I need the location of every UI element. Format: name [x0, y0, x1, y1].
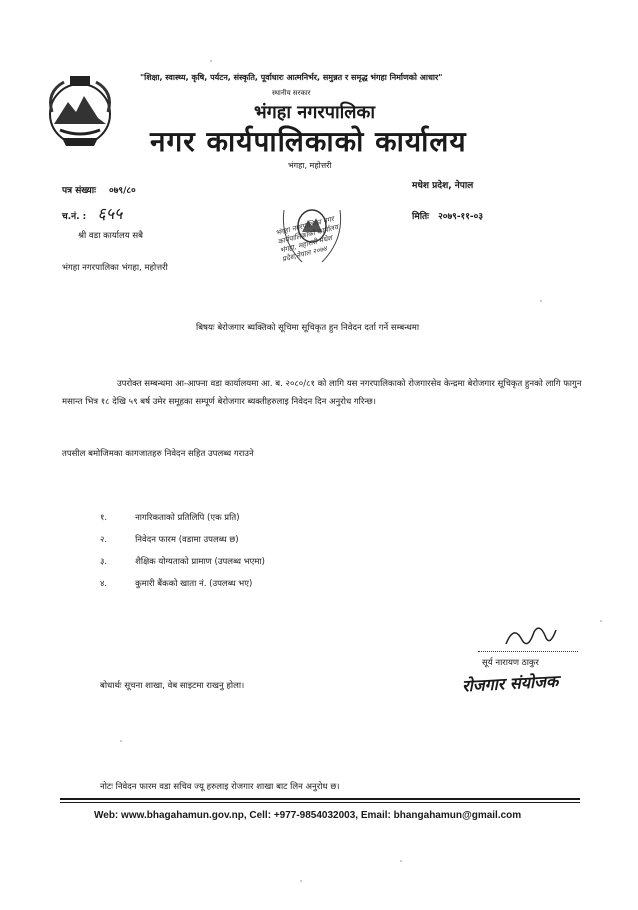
list-text: नागरिकताको प्रतिलिपि (एक प्रति): [135, 513, 240, 523]
scan-speck: [210, 60, 212, 62]
list-item: [100, 505, 265, 527]
scan-speck: [600, 620, 602, 622]
dispatch-number-value: ६५५: [97, 204, 123, 223]
footer-contact: Web: www.bhagahamun.gov.np, Cell: +977-9854032003, Email: bhangahamun@gmail.com: [94, 810, 522, 821]
documents-intro: तपसील बमोजिमका कागजातहरु निवेदन सहित उपलब्ध गराउने: [62, 449, 254, 459]
document-list: [100, 505, 265, 593]
letter-subject: बिषयः बेरोजगार ब्यक्तिको सूचिमा सूचिकृत हुन निवेदन दर्ता गर्ने सम्बन्धमा: [196, 323, 420, 333]
municipality-motto: "शिक्षा, स्वास्थ्य, कृषि, पर्यटन, संस्कृति, पूर्वाधारः आत्मनिर्भर, समुन्नत र समृद्ध भंगहा निर्माणको आधार": [140, 73, 443, 82]
letter-number: [62, 178, 136, 197]
letter-body: [62, 376, 582, 411]
list-item: [100, 571, 265, 593]
recipient-line-1: श्री वडा कार्यालय सबै: [78, 231, 143, 241]
stamp-text: भंगहा नगरपालिका नगर कार्यपालिकाको कार्यालय भंगहा, महोत्तरी मधेश प्रदेश,नेपाल २०७४: [274, 215, 340, 264]
list-text: निवेदन फारम (वडामा उपलब्ध छ): [135, 535, 239, 545]
carbon-copy: बोधार्थः सूचना शाखा, वेब साइटमा राखनु होला।: [100, 681, 245, 691]
office-address: भंगहा, महोत्तरी: [288, 161, 332, 170]
list-number: २.: [100, 535, 108, 545]
body-paragraph: उपरोक्त सम्बन्धमा आ-आफ्ना वडा कार्यालयमा आ. ब. २०८०/८१ को लागि यस नगरपालिकाको रोजगारसेव केन्द्रमा बेरोजगार सूचिकृत हुनको लागि फागुन मसान्त भित्र १८ देखि ५९ बर्ष उमेर समूहका सम्पूर्ण बेरोजगार ब्यक्तीहरुलाइ निवेदन दिन अनुरोध गरिन्छ।: [62, 379, 582, 407]
scan-speck: [120, 740, 122, 742]
scan-speck: [540, 300, 542, 302]
list-item: [100, 549, 265, 571]
list-number: ४.: [100, 579, 108, 589]
list-text: शैक्षिक योग्यताको प्रामाण (उपलब्ध भएमा): [135, 557, 265, 567]
nepal-emblem: [40, 72, 120, 152]
government-label: स्थानीय सरकार: [272, 89, 311, 97]
recipient-line-2: भंगहा नगरपालिका भंगहा, महोत्तरी: [62, 263, 168, 273]
footer-divider: [60, 798, 580, 800]
official-stamp: [262, 180, 362, 280]
dispatch-number: [62, 202, 122, 224]
footer-divider-thin: [60, 802, 580, 803]
date-value: २०७९-११-०३: [438, 212, 484, 222]
list-number: १.: [100, 513, 108, 523]
date: [412, 204, 483, 223]
signature-line: [478, 651, 578, 652]
letter-number-label: पत्र संख्याः: [62, 186, 96, 196]
province-label: मधेश प्रदेश, नेपाल: [412, 181, 474, 191]
dispatch-number-label: च.नं. :: [62, 212, 87, 222]
scan-speck: [300, 880, 302, 882]
scan-speck: [400, 860, 402, 862]
signatory-title: रोजगार संयोजक: [461, 671, 559, 696]
list-item: [100, 527, 265, 549]
footnote: नोटः निवेदन फारम वडा सचिव ज्यू हरुलाइ रोजगार शाखा बाट लिन अनुरोध छ।: [100, 782, 340, 792]
date-label: मितिः: [412, 212, 429, 222]
municipality-name: भंगहा नगरपालिका: [254, 102, 375, 123]
letter-number-value: ०७९/८०: [109, 186, 136, 196]
list-text: कुमारी बैंकको खाता नं. (उपलब्ध भए): [135, 579, 253, 589]
office-title: नगर कार्यपालिकाको कार्यालय: [150, 125, 467, 158]
list-number: ३.: [100, 557, 108, 567]
signatory-name: सूर्य नारायण ठाकुर: [482, 658, 539, 668]
handwritten-signature: [500, 622, 560, 652]
